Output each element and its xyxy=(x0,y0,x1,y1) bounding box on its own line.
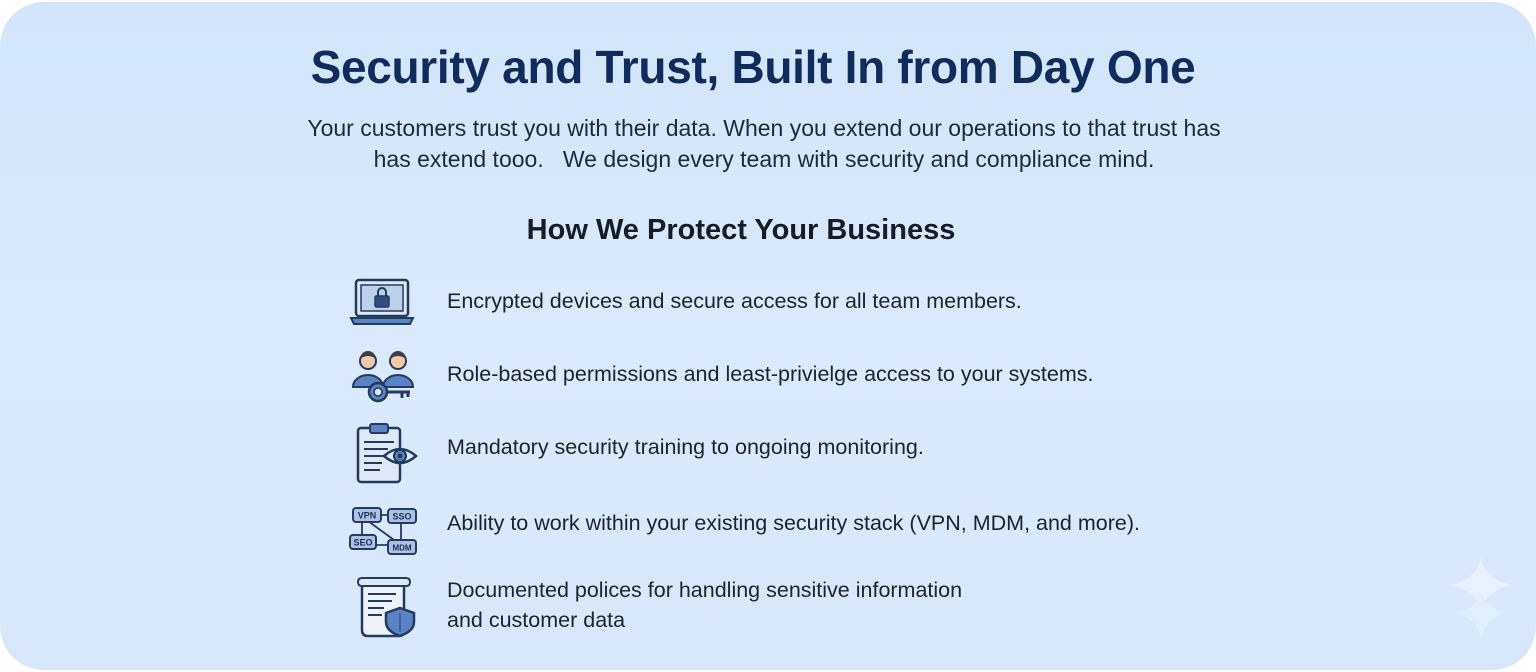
intro-line-1: Your customers trust you with their data. When you extend our operations to that trust has xyxy=(307,115,1221,141)
feature-text: Ability to work within your existing security stack (VPN, MDM, and more). xyxy=(447,511,1140,535)
security-stack-icon xyxy=(348,504,418,558)
feature-item-security-stack xyxy=(348,504,1208,558)
feature-item-documented-policies xyxy=(348,574,1208,640)
feature-text xyxy=(447,575,962,635)
clipboard-eye-icon xyxy=(348,422,418,486)
laptop-lock-icon xyxy=(348,274,418,334)
intro-line-2: has extend tooo. We design every team with security and compliance mind. xyxy=(373,146,1155,172)
feature-text-line-2: and customer data xyxy=(447,608,626,632)
users-key-icon xyxy=(348,347,418,407)
feature-text: Encrypted devices and secure access for all team members. xyxy=(447,289,1022,313)
feature-text: Mandatory security training to ongoing monitoring. xyxy=(447,435,924,459)
sparkle-icon xyxy=(1448,555,1514,643)
feature-item-encrypted-devices xyxy=(348,272,1208,332)
intro-paragraph xyxy=(262,113,1266,175)
svg-text:SEO: SEO xyxy=(353,537,373,548)
svg-text:VPN: VPN xyxy=(357,510,377,521)
svg-text:MDM: MDM xyxy=(392,543,412,553)
feature-text: Role-based permissions and least-privielge access to your systems. xyxy=(447,362,1094,386)
feature-item-security-training xyxy=(348,422,1208,486)
policy-shield-icon xyxy=(348,576,418,638)
security-card xyxy=(0,2,1536,670)
svg-text:SSO: SSO xyxy=(392,511,412,522)
page-title: Security and Trust, Built In from Day One xyxy=(310,41,1196,93)
feature-text-line-1: Documented polices for handling sensitive information xyxy=(447,578,963,602)
section-heading: How We Protect Your Business xyxy=(526,214,956,246)
feature-item-role-permissions xyxy=(348,347,1208,407)
